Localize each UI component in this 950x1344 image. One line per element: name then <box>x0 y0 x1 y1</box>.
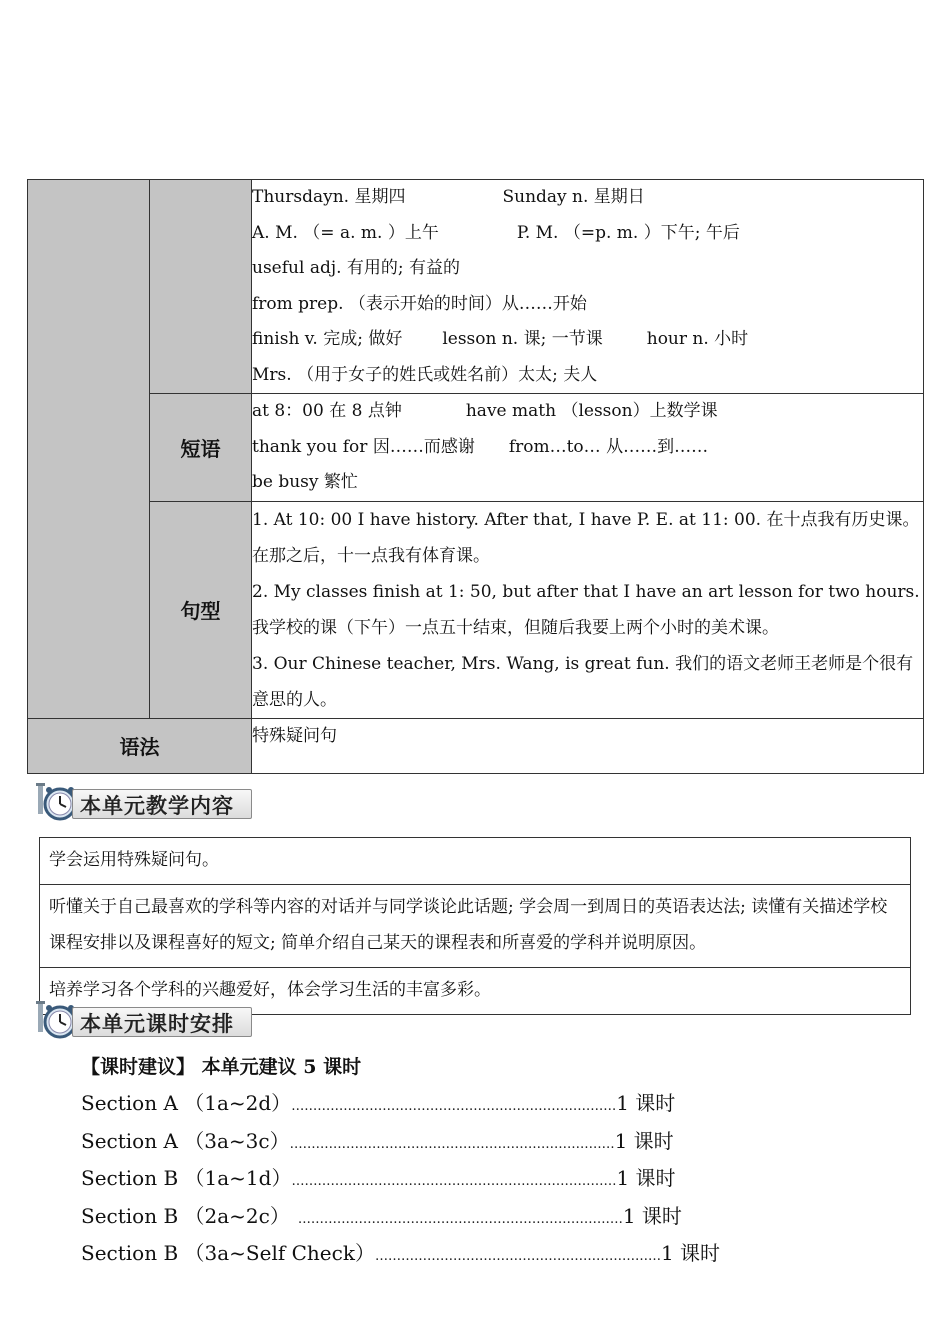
section-name: Section B （2a~2c） <box>81 1203 290 1228</box>
vocab-line <box>252 287 923 323</box>
banner-title: 本单元课时安排 <box>80 1012 234 1036</box>
section-hours: 1 课时 <box>660 1241 721 1265</box>
phrase: at 8：00 在 8 点钟 <box>252 401 402 421</box>
vocab-line <box>252 216 923 252</box>
objective-row: 听懂关于自己最喜欢的学科等内容的对话并与同学谈论此话题; 学会周一到周日的英语表达法; 读懂有关描述学校课程安排以及课程喜好的短文; 简单介绍自己某天的课程表和所喜爱的学科并说明原因。 <box>40 885 911 968</box>
vocab-word: finish v. 完成; 做好 <box>252 329 403 349</box>
vocab-word: useful adj. 有用的; 有益的 <box>252 258 461 278</box>
objective-row: 学会运用特殊疑问句。 <box>40 838 911 885</box>
teaching-content-banner <box>36 781 254 819</box>
schedule-row <box>81 1085 901 1123</box>
banner-title: 本单元教学内容 <box>80 794 234 818</box>
category-column <box>28 180 150 719</box>
section-name: Section A （1a~2d） <box>81 1091 292 1115</box>
phrases-cell <box>252 394 924 502</box>
dot-leader: ………………………………………………………………… <box>291 1174 617 1189</box>
vocab-word: lesson n. 课; 一节课 <box>442 329 603 349</box>
section-name: Section B （3a~Self Check） <box>81 1241 375 1265</box>
schedule-row <box>81 1160 901 1198</box>
grammar-label: 语法 <box>28 718 252 773</box>
section-hours: 1 课时 <box>622 1203 682 1228</box>
phrase-line <box>252 394 923 430</box>
dot-leader: ………………………………………………………… <box>374 1249 661 1264</box>
schedule-section <box>81 1049 901 1273</box>
phrase: have math （lesson）上数学课 <box>465 401 718 421</box>
phrase: from…to… 从……到…… <box>508 436 709 457</box>
vocab-word: P. M. （=p. m. ）下午; 午后 <box>516 222 740 243</box>
section-hours: 1 课时 <box>616 1166 676 1190</box>
sentences-label: 句型 <box>150 501 252 718</box>
dot-leader: ………………………………………………………………… <box>291 1099 617 1114</box>
vocab-word: A. M. （= a. m. ）上午 <box>252 222 439 243</box>
sentences-cell <box>252 501 924 718</box>
vocab-word: from prep. （表示开始的时间）从……开始 <box>252 293 587 314</box>
vocab-word: Mrs. （用于女子的姓氏或姓名前）太太; 夫人 <box>252 364 598 385</box>
schedule-row <box>81 1123 901 1161</box>
vocab-label-cell <box>150 180 252 394</box>
sentence-item: 3. Our Chinese teacher, Mrs. Wang, is great fun. 我们的语文老师王老师是个很有意思的人。 <box>252 653 914 710</box>
vocab-word: Sunday n. 星期日 <box>502 187 645 207</box>
vocab-cell <box>252 180 924 394</box>
vocab-word: hour n. 小时 <box>646 329 749 349</box>
phrase-line <box>252 465 923 501</box>
vocab-line <box>252 358 923 394</box>
unit-vocab-table <box>27 179 924 774</box>
section-name: Section B （1a~1d） <box>81 1166 292 1190</box>
vocab-line <box>252 251 923 287</box>
objective-row: 培养学习各个学科的兴趣爱好，体会学习生活的丰富多彩。 <box>40 968 911 1015</box>
vocab-line <box>252 180 923 216</box>
phrase: be busy 繁忙 <box>252 472 358 492</box>
section-name: Section A （3a~3c） <box>81 1128 290 1153</box>
objectives-table <box>39 837 911 1015</box>
dot-leader: ………………………………………………………………… <box>297 1211 623 1227</box>
schedule-row <box>81 1235 901 1273</box>
sentence-item: 1. At 10: 00 I have history. After that, I have P. E. at 11: 00. 在十点我有历史课。在那之后，十一点我有体育课。 <box>252 509 920 566</box>
section-hours: 1 课时 <box>616 1091 676 1115</box>
schedule-banner <box>36 999 254 1037</box>
phrase: thank you for 因……而感谢 <box>252 436 475 457</box>
vocab-word: Thursdayn. 星期四 <box>252 187 406 207</box>
schedule-title: 【课时建议】 本单元建议 5 课时 <box>81 1056 362 1078</box>
phrases-label: 短语 <box>150 394 252 502</box>
dot-leader: ………………………………………………………………… <box>289 1136 615 1152</box>
phrase-line <box>252 430 923 466</box>
schedule-row <box>81 1198 901 1236</box>
section-hours: 1 课时 <box>614 1128 674 1153</box>
grammar-cell <box>252 718 924 773</box>
sentence-item: 2. My classes finish at 1: 50, but after that I have an art lesson for two hours. 我学校的课（下午）一点五十结束，但随后我要上两个小时的美术课。 <box>252 581 920 638</box>
grammar-value: 特殊疑问句 <box>252 725 337 746</box>
vocab-line <box>252 322 923 358</box>
